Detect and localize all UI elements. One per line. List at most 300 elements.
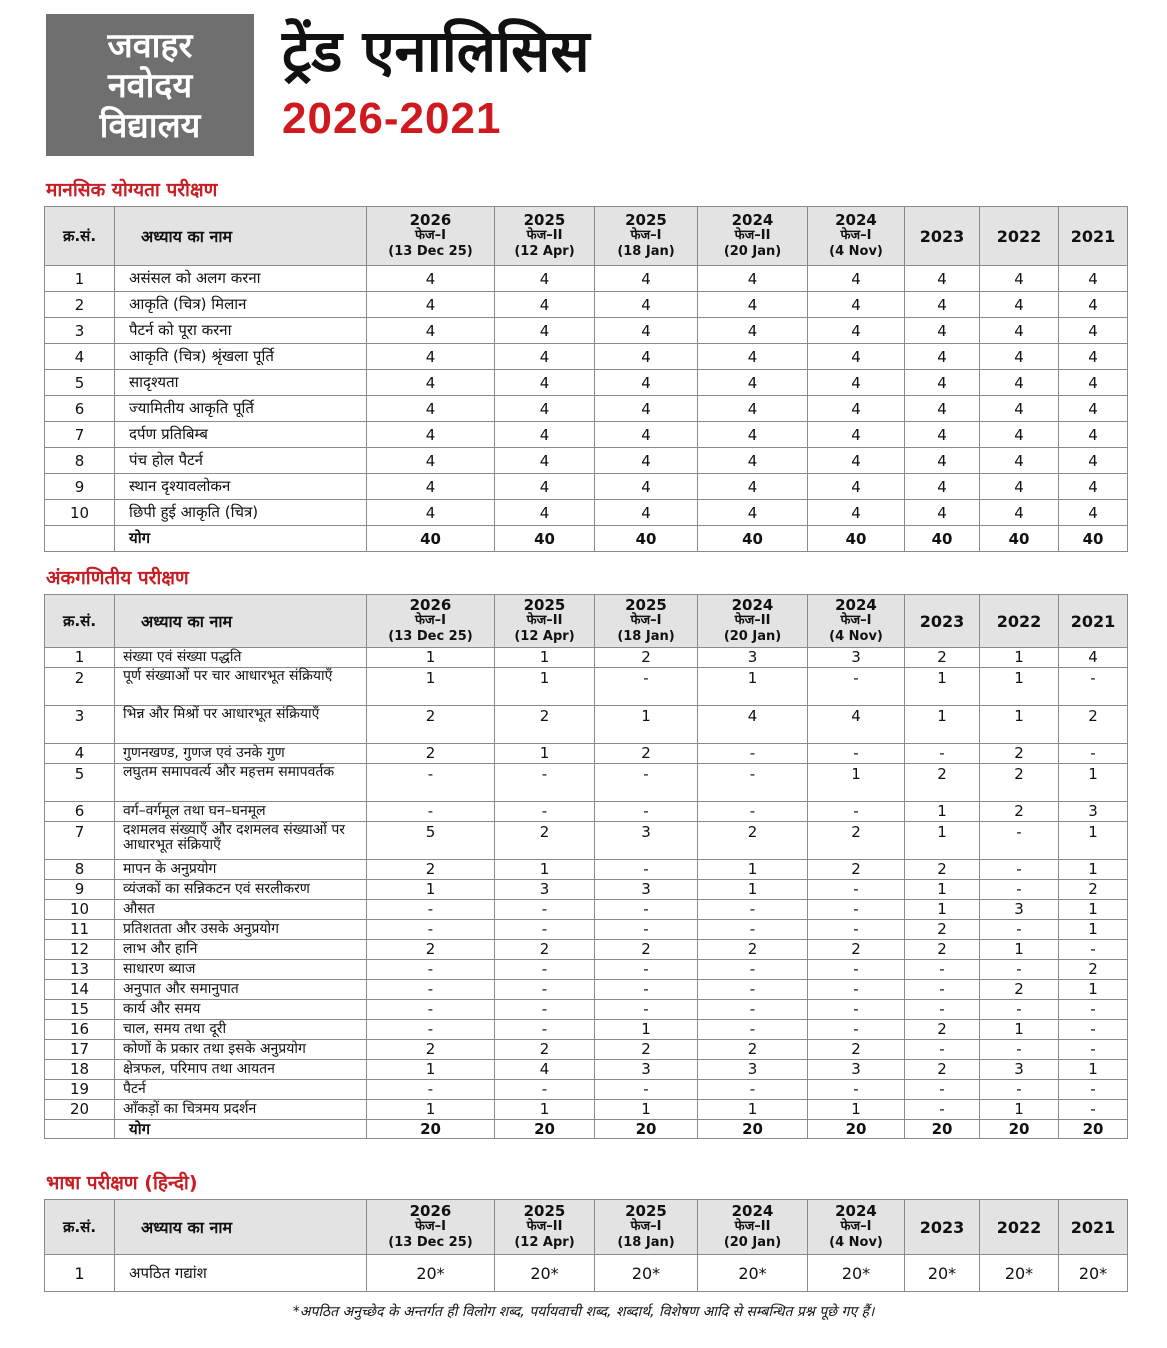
row-value-cell: - bbox=[367, 960, 495, 980]
row-value-cell: 4 bbox=[1059, 648, 1128, 668]
page-year-range: 2026-2021 bbox=[282, 94, 502, 143]
header-year-5: 2023 bbox=[905, 595, 980, 648]
row-value-cell: 2 bbox=[905, 920, 980, 940]
row-value-cell: - bbox=[698, 1020, 808, 1040]
header-year-3 bbox=[698, 595, 808, 648]
total-row bbox=[45, 526, 1128, 552]
row-value-cell: 1 bbox=[495, 744, 595, 764]
table-row bbox=[45, 802, 1128, 822]
row-value-cell: 3 bbox=[1059, 802, 1128, 822]
total-value-cell: 40 bbox=[698, 526, 808, 552]
row-value-cell: - bbox=[595, 920, 698, 940]
total-value-cell: 20 bbox=[905, 1120, 980, 1139]
table-row bbox=[45, 1255, 1128, 1292]
header-date: (18 Jan) bbox=[617, 244, 675, 259]
header-phase: फेज–I bbox=[840, 1219, 872, 1234]
row-serial-no: 8 bbox=[45, 448, 115, 474]
total-empty-cell bbox=[45, 1120, 115, 1139]
row-value-cell: - bbox=[1059, 1080, 1128, 1100]
table-row bbox=[45, 1080, 1128, 1100]
row-value-cell: - bbox=[367, 900, 495, 920]
logo-line-2: नवोदय bbox=[107, 66, 193, 106]
row-chapter-name: कोणों के प्रकार तथा इसके अनुप्रयोग bbox=[115, 1040, 367, 1060]
header-year-4 bbox=[808, 595, 905, 648]
total-value-cell: 40 bbox=[495, 526, 595, 552]
total-value-cell: 20 bbox=[595, 1120, 698, 1139]
row-value-cell: 4 bbox=[367, 344, 495, 370]
header-date: (20 Jan) bbox=[723, 1235, 782, 1250]
row-value-cell: - bbox=[808, 1080, 905, 1100]
header-date: (20 Jan) bbox=[723, 629, 782, 644]
row-chapter-name: कार्य और समय bbox=[115, 1000, 367, 1020]
header-date: (13 Dec 25) bbox=[388, 244, 473, 259]
header-date: (12 Apr) bbox=[514, 1235, 575, 1250]
row-value-cell: 4 bbox=[698, 292, 808, 318]
row-value-cell: 5 bbox=[367, 822, 495, 860]
header-date: (13 Dec 25) bbox=[388, 1235, 473, 1250]
row-value-cell: 2 bbox=[905, 940, 980, 960]
row-value-cell: 2 bbox=[905, 648, 980, 668]
row-value-cell: - bbox=[980, 822, 1059, 860]
row-value-cell: 1 bbox=[698, 860, 808, 880]
row-chapter-name: मापन के अनुप्रयोग bbox=[115, 860, 367, 880]
header-phase: फेज–I bbox=[630, 228, 662, 243]
row-value-cell: 4 bbox=[698, 474, 808, 500]
row-value-cell: - bbox=[980, 1000, 1059, 1020]
row-value-cell: 2 bbox=[1059, 706, 1128, 744]
row-value-cell: 4 bbox=[905, 266, 980, 292]
row-value-cell: 4 bbox=[595, 396, 698, 422]
table-row bbox=[45, 266, 1128, 292]
row-serial-no: 17 bbox=[45, 1040, 115, 1060]
row-value-cell: 1 bbox=[980, 940, 1059, 960]
row-value-cell: - bbox=[808, 1000, 905, 1020]
row-value-cell: 1 bbox=[698, 1100, 808, 1120]
table-row bbox=[45, 744, 1128, 764]
row-value-cell: - bbox=[595, 980, 698, 1000]
row-value-cell: - bbox=[1059, 1100, 1128, 1120]
row-value-cell: 2 bbox=[980, 764, 1059, 802]
row-value-cell: - bbox=[980, 960, 1059, 980]
row-value-cell: 4 bbox=[495, 422, 595, 448]
row-chapter-name: भिन्न और मिश्रों पर आधारभूत संक्रियाएँ bbox=[115, 706, 367, 744]
row-value-cell: - bbox=[367, 1020, 495, 1040]
total-value-cell: 20 bbox=[367, 1120, 495, 1139]
row-serial-no: 7 bbox=[45, 822, 115, 860]
row-value-cell: - bbox=[1059, 1000, 1128, 1020]
row-chapter-name: आकृति (चित्र) मिलान bbox=[115, 292, 367, 318]
row-serial-no: 9 bbox=[45, 474, 115, 500]
row-value-cell: - bbox=[595, 860, 698, 880]
row-value-cell: 2 bbox=[495, 706, 595, 744]
header-year-value: 2024 bbox=[835, 211, 877, 229]
row-value-cell: 4 bbox=[980, 370, 1059, 396]
row-value-cell: - bbox=[367, 802, 495, 822]
footnote: *अपठित अनुच्छेद के अन्तर्गत ही विलोग शब्द, पर्यायवाची शब्द, शब्दार्थ, विशेषण आदि से सम्बन्धित प्रश्न पूछे गए हैं। bbox=[292, 1304, 875, 1320]
row-value-cell: 4 bbox=[980, 318, 1059, 344]
total-value-cell: 40 bbox=[980, 526, 1059, 552]
row-value-cell: - bbox=[1059, 940, 1128, 960]
row-value-cell: 2 bbox=[808, 860, 905, 880]
row-value-cell: - bbox=[808, 1020, 905, 1040]
row-value-cell: 4 bbox=[980, 448, 1059, 474]
row-value-cell: 1 bbox=[495, 1100, 595, 1120]
table-row bbox=[45, 396, 1128, 422]
row-serial-no: 2 bbox=[45, 668, 115, 706]
row-value-cell: 2 bbox=[1059, 960, 1128, 980]
table-row bbox=[45, 668, 1128, 706]
table-header-row bbox=[45, 595, 1128, 648]
header-date: (12 Apr) bbox=[514, 629, 575, 644]
row-value-cell: - bbox=[980, 880, 1059, 900]
row-value-cell: 4 bbox=[1059, 500, 1128, 526]
row-value-cell: - bbox=[595, 668, 698, 706]
row-serial-no: 11 bbox=[45, 920, 115, 940]
row-chapter-name: पूर्ण संख्याओं पर चार आधारभूत संक्रियाएँ bbox=[115, 668, 367, 706]
header-year-value: 2025 bbox=[523, 1202, 566, 1220]
header-year-4 bbox=[808, 207, 905, 266]
row-chapter-name: ज्यामितीय आकृति पूर्ति bbox=[115, 396, 367, 422]
row-value-cell: 2 bbox=[808, 940, 905, 960]
row-chapter-name: वर्ग–वर्गमूल तथा घन–घनमूल bbox=[115, 802, 367, 822]
row-value-cell: 1 bbox=[367, 1060, 495, 1080]
row-value-cell: 4 bbox=[1059, 266, 1128, 292]
row-serial-no: 13 bbox=[45, 960, 115, 980]
row-value-cell: - bbox=[495, 764, 595, 802]
row-value-cell: 20* bbox=[595, 1255, 698, 1292]
row-value-cell: 2 bbox=[905, 1060, 980, 1080]
row-value-cell: - bbox=[808, 920, 905, 940]
row-value-cell: - bbox=[808, 802, 905, 822]
row-value-cell: 2 bbox=[698, 940, 808, 960]
header-year-7: 2021 bbox=[1059, 595, 1128, 648]
row-value-cell: 3 bbox=[980, 900, 1059, 920]
header-year-value: 2024 bbox=[731, 596, 774, 614]
row-value-cell: 2 bbox=[698, 1040, 808, 1060]
row-value-cell: 4 bbox=[495, 266, 595, 292]
row-value-cell: - bbox=[905, 960, 980, 980]
row-value-cell: 4 bbox=[1059, 344, 1128, 370]
row-value-cell: 4 bbox=[905, 500, 980, 526]
row-value-cell: 4 bbox=[698, 396, 808, 422]
header-date: (4 Nov) bbox=[829, 629, 883, 644]
table-row bbox=[45, 292, 1128, 318]
header-year-value: 2025 bbox=[625, 596, 667, 614]
row-chapter-name: दर्पण प्रतिबिम्ब bbox=[115, 422, 367, 448]
row-chapter-name: सादृश्यता bbox=[115, 370, 367, 396]
total-value-cell: 40 bbox=[367, 526, 495, 552]
row-serial-no: 14 bbox=[45, 980, 115, 1000]
row-value-cell: 4 bbox=[980, 266, 1059, 292]
row-serial-no: 1 bbox=[45, 648, 115, 668]
row-serial-no: 10 bbox=[45, 500, 115, 526]
header-year-1 bbox=[495, 207, 595, 266]
header-year-0 bbox=[367, 1200, 495, 1255]
row-value-cell: 2 bbox=[595, 940, 698, 960]
row-value-cell: 4 bbox=[367, 266, 495, 292]
row-value-cell: 1 bbox=[495, 860, 595, 880]
row-value-cell: - bbox=[808, 880, 905, 900]
header-date: (4 Nov) bbox=[829, 1235, 883, 1250]
row-value-cell: - bbox=[495, 900, 595, 920]
row-value-cell: 4 bbox=[698, 344, 808, 370]
row-value-cell: 3 bbox=[595, 822, 698, 860]
row-value-cell: 2 bbox=[595, 1040, 698, 1060]
row-chapter-name: संख्या एवं संख्या पद्धति bbox=[115, 648, 367, 668]
row-value-cell: - bbox=[495, 920, 595, 940]
total-value-cell: 20 bbox=[808, 1120, 905, 1139]
row-value-cell: 4 bbox=[980, 474, 1059, 500]
row-serial-no: 10 bbox=[45, 900, 115, 920]
total-value-cell: 40 bbox=[1059, 526, 1128, 552]
row-value-cell: 20* bbox=[698, 1255, 808, 1292]
row-chapter-name: चाल, समय तथा दूरी bbox=[115, 1020, 367, 1040]
row-value-cell: 4 bbox=[1059, 474, 1128, 500]
row-serial-no: 3 bbox=[45, 318, 115, 344]
header-date: (12 Apr) bbox=[514, 244, 575, 259]
row-value-cell: 2 bbox=[905, 764, 980, 802]
header-date: (4 Nov) bbox=[829, 244, 883, 259]
row-value-cell: - bbox=[495, 1020, 595, 1040]
row-value-cell: 1 bbox=[905, 900, 980, 920]
row-value-cell: - bbox=[495, 980, 595, 1000]
header-date: (13 Dec 25) bbox=[388, 629, 473, 644]
header-phase: फेज–I bbox=[414, 1219, 446, 1234]
row-value-cell: 4 bbox=[808, 396, 905, 422]
row-value-cell: - bbox=[808, 960, 905, 980]
row-value-cell: 4 bbox=[905, 292, 980, 318]
row-value-cell: 1 bbox=[905, 668, 980, 706]
row-value-cell: 4 bbox=[367, 448, 495, 474]
row-value-cell: 3 bbox=[980, 1060, 1059, 1080]
row-value-cell: 2 bbox=[367, 1040, 495, 1060]
row-value-cell: 1 bbox=[905, 822, 980, 860]
header-year-value: 2024 bbox=[835, 1202, 877, 1220]
row-serial-no: 5 bbox=[45, 764, 115, 802]
row-value-cell: 4 bbox=[595, 370, 698, 396]
row-value-cell: 4 bbox=[495, 396, 595, 422]
row-value-cell: 4 bbox=[698, 370, 808, 396]
row-value-cell: 20* bbox=[1059, 1255, 1128, 1292]
row-value-cell: 4 bbox=[698, 500, 808, 526]
row-value-cell: 1 bbox=[367, 1100, 495, 1120]
row-chapter-name: अपठित गद्यांश bbox=[115, 1255, 367, 1292]
table-row bbox=[45, 920, 1128, 940]
row-chapter-name: प्रतिशतता और उसके अनुप्रयोग bbox=[115, 920, 367, 940]
row-value-cell: 4 bbox=[808, 422, 905, 448]
row-value-cell: 4 bbox=[1059, 396, 1128, 422]
row-chapter-name: असंसल को अलग करना bbox=[115, 266, 367, 292]
row-value-cell: 20* bbox=[495, 1255, 595, 1292]
row-value-cell: 1 bbox=[1059, 900, 1128, 920]
row-chapter-name: व्यंजकों का सन्निकटन एवं सरलीकरण bbox=[115, 880, 367, 900]
row-value-cell: 4 bbox=[905, 344, 980, 370]
header-serial-no: क्र.सं. bbox=[45, 207, 115, 266]
section-title-language: भाषा परीक्षण (हिन्दी) bbox=[46, 1172, 198, 1194]
row-value-cell: 4 bbox=[367, 292, 495, 318]
header-year-value: 2024 bbox=[731, 211, 774, 229]
row-value-cell: 4 bbox=[905, 318, 980, 344]
row-value-cell: - bbox=[367, 980, 495, 1000]
row-value-cell: 2 bbox=[980, 980, 1059, 1000]
row-serial-no: 8 bbox=[45, 860, 115, 880]
header-phase: फेज–II bbox=[526, 613, 563, 628]
header-year-3 bbox=[698, 1200, 808, 1255]
header-phase: फेज–I bbox=[414, 613, 446, 628]
row-value-cell: - bbox=[367, 920, 495, 940]
row-value-cell: 4 bbox=[980, 344, 1059, 370]
total-label: योग bbox=[115, 1120, 367, 1139]
header-phase: फेज–I bbox=[414, 228, 446, 243]
row-value-cell: 4 bbox=[595, 318, 698, 344]
row-value-cell: 4 bbox=[495, 448, 595, 474]
table-row bbox=[45, 980, 1128, 1000]
row-chapter-name: आँकड़ों का चित्रमय प्रदर्शन bbox=[115, 1100, 367, 1120]
row-value-cell: 3 bbox=[808, 1060, 905, 1080]
row-value-cell: 3 bbox=[495, 880, 595, 900]
row-value-cell: - bbox=[1059, 668, 1128, 706]
row-serial-no: 6 bbox=[45, 396, 115, 422]
row-value-cell: 1 bbox=[808, 1100, 905, 1120]
row-value-cell: 4 bbox=[808, 474, 905, 500]
header-year-0 bbox=[367, 207, 495, 266]
row-value-cell: 1 bbox=[1059, 822, 1128, 860]
row-value-cell: 4 bbox=[1059, 370, 1128, 396]
header-year-value: 2025 bbox=[625, 211, 667, 229]
row-value-cell: 2 bbox=[980, 744, 1059, 764]
header-year-value: 2026 bbox=[409, 1202, 452, 1220]
row-value-cell: 4 bbox=[367, 318, 495, 344]
row-value-cell: - bbox=[367, 764, 495, 802]
row-serial-no: 16 bbox=[45, 1020, 115, 1040]
total-value-cell: 20 bbox=[698, 1120, 808, 1139]
row-value-cell: 2 bbox=[980, 802, 1059, 822]
school-logo bbox=[46, 14, 254, 156]
row-value-cell: 4 bbox=[495, 318, 595, 344]
row-chapter-name: अनुपात और समानुपात bbox=[115, 980, 367, 1000]
row-value-cell: - bbox=[595, 900, 698, 920]
row-value-cell: - bbox=[698, 980, 808, 1000]
table-header-row bbox=[45, 207, 1128, 266]
row-value-cell: - bbox=[980, 1040, 1059, 1060]
row-value-cell: - bbox=[808, 900, 905, 920]
row-value-cell: 4 bbox=[367, 474, 495, 500]
row-value-cell: 2 bbox=[595, 744, 698, 764]
row-value-cell: 1 bbox=[1059, 764, 1128, 802]
header-year-7: 2021 bbox=[1059, 207, 1128, 266]
row-value-cell: 3 bbox=[808, 648, 905, 668]
table-row bbox=[45, 1040, 1128, 1060]
row-value-cell: 4 bbox=[808, 370, 905, 396]
row-serial-no: 9 bbox=[45, 880, 115, 900]
row-value-cell: 4 bbox=[595, 266, 698, 292]
row-value-cell: - bbox=[698, 744, 808, 764]
row-value-cell: 3 bbox=[595, 880, 698, 900]
table-row bbox=[45, 370, 1128, 396]
table-row bbox=[45, 1100, 1128, 1120]
header-phase: फेज–I bbox=[840, 613, 872, 628]
total-label: योग bbox=[115, 526, 367, 552]
row-value-cell: 4 bbox=[595, 422, 698, 448]
row-value-cell: 4 bbox=[1059, 448, 1128, 474]
row-value-cell: - bbox=[1059, 1020, 1128, 1040]
row-chapter-name: पंच होल पैटर्न bbox=[115, 448, 367, 474]
row-value-cell: - bbox=[698, 802, 808, 822]
row-value-cell: 20* bbox=[905, 1255, 980, 1292]
row-value-cell: 20* bbox=[808, 1255, 905, 1292]
total-value-cell: 40 bbox=[905, 526, 980, 552]
header-phase: फेज–II bbox=[734, 228, 771, 243]
row-chapter-name: साधारण ब्याज bbox=[115, 960, 367, 980]
row-value-cell: - bbox=[698, 1080, 808, 1100]
row-value-cell: 1 bbox=[808, 764, 905, 802]
row-chapter-name: पैटर्न को पूरा करना bbox=[115, 318, 367, 344]
header-year-7: 2021 bbox=[1059, 1200, 1128, 1255]
row-value-cell: 4 bbox=[905, 422, 980, 448]
row-chapter-name: दशमलव संख्याएँ और दशमलव संख्याओं पर आधारभूत संक्रियाएँ bbox=[115, 822, 367, 860]
row-value-cell: 4 bbox=[698, 706, 808, 744]
row-value-cell: 4 bbox=[495, 344, 595, 370]
row-value-cell: 4 bbox=[808, 292, 905, 318]
header-year-value: 2025 bbox=[523, 211, 566, 229]
row-value-cell: 4 bbox=[808, 706, 905, 744]
header-chapter-name: अध्याय का नाम bbox=[115, 595, 367, 648]
row-value-cell: 1 bbox=[1059, 860, 1128, 880]
row-value-cell: 1 bbox=[980, 706, 1059, 744]
row-value-cell: 1 bbox=[698, 668, 808, 706]
row-serial-no: 1 bbox=[45, 266, 115, 292]
table-row bbox=[45, 1060, 1128, 1080]
row-value-cell: 1 bbox=[595, 706, 698, 744]
row-value-cell: - bbox=[905, 1040, 980, 1060]
row-value-cell: 4 bbox=[595, 474, 698, 500]
header-year-6: 2022 bbox=[980, 207, 1059, 266]
row-value-cell: 4 bbox=[495, 1060, 595, 1080]
row-value-cell: 2 bbox=[495, 940, 595, 960]
row-value-cell: 1 bbox=[495, 668, 595, 706]
row-value-cell: 2 bbox=[1059, 880, 1128, 900]
row-value-cell: 3 bbox=[698, 648, 808, 668]
total-row bbox=[45, 1120, 1128, 1139]
row-value-cell: 1 bbox=[595, 1100, 698, 1120]
row-value-cell: 4 bbox=[905, 396, 980, 422]
header-chapter-name: अध्याय का नाम bbox=[115, 207, 367, 266]
row-value-cell: 2 bbox=[495, 822, 595, 860]
row-value-cell: 4 bbox=[980, 422, 1059, 448]
row-chapter-name: लाभ और हानि bbox=[115, 940, 367, 960]
header-year-2 bbox=[595, 1200, 698, 1255]
row-value-cell: 4 bbox=[495, 370, 595, 396]
row-value-cell: 1 bbox=[980, 668, 1059, 706]
row-serial-no: 3 bbox=[45, 706, 115, 744]
row-value-cell: 4 bbox=[905, 448, 980, 474]
table-row bbox=[45, 764, 1128, 802]
header-year-value: 2024 bbox=[835, 596, 877, 614]
header-year-value: 2024 bbox=[731, 1202, 774, 1220]
table-row bbox=[45, 422, 1128, 448]
row-value-cell: - bbox=[495, 960, 595, 980]
header-year-0 bbox=[367, 595, 495, 648]
row-value-cell: 4 bbox=[367, 370, 495, 396]
row-value-cell: 20* bbox=[367, 1255, 495, 1292]
table-row bbox=[45, 648, 1128, 668]
header-phase: फेज–I bbox=[840, 228, 872, 243]
row-serial-no: 2 bbox=[45, 292, 115, 318]
row-serial-no: 4 bbox=[45, 744, 115, 764]
table-row bbox=[45, 474, 1128, 500]
row-value-cell: 4 bbox=[367, 422, 495, 448]
row-value-cell: 4 bbox=[495, 292, 595, 318]
